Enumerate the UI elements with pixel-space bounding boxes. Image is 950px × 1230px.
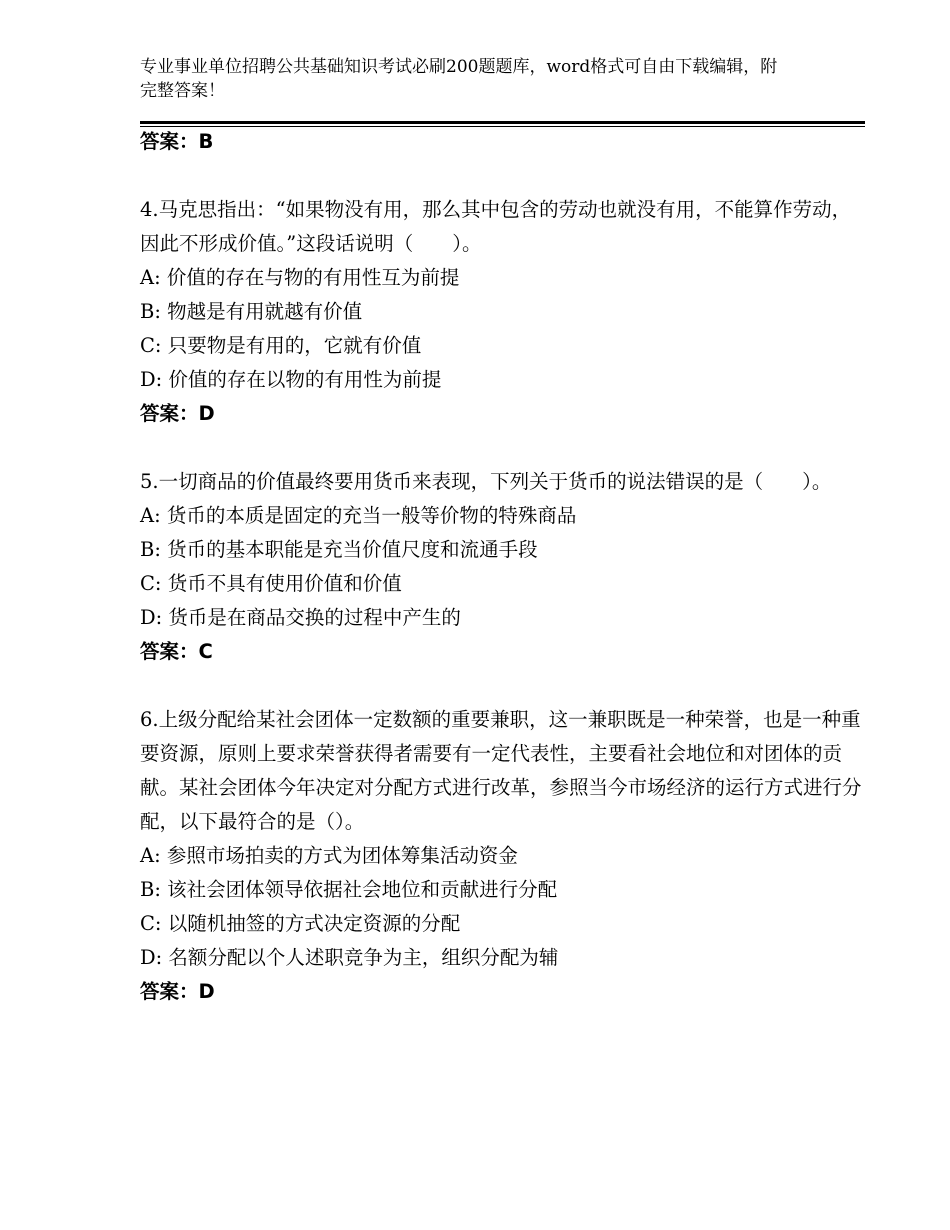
option-c: C: 货币不具有使用价值和价值 xyxy=(140,572,402,595)
question-4 xyxy=(140,193,865,431)
option-a: A: 参照市场拍卖的方式为团体筹集活动资金 xyxy=(140,844,518,867)
question-5 xyxy=(140,465,865,669)
answer: 答案：D xyxy=(140,980,215,1003)
question-content xyxy=(140,125,865,1009)
option-d: D: 货币是在商品交换的过程中产生的 xyxy=(140,606,461,629)
option-b: B: 该社会团体领导依据社会地位和贡献进行分配 xyxy=(140,878,558,901)
option-c: C: 以随机抽签的方式决定资源的分配 xyxy=(140,912,461,935)
header-rule-thick xyxy=(140,121,865,124)
question-stem: 4.马克思指出：“如果物没有用，那么其中包含的劳动也就没有用，不能算作劳动，因此不形成价值。”这段话说明（ ）。 xyxy=(140,198,852,255)
question-stem: 5.一切商品的价值最终要用货币来表现，下列关于货币的说法错误的是（ ）。 xyxy=(140,470,832,493)
answer: 答案：D xyxy=(140,402,215,425)
page-header: 专业事业单位招聘公共基础知识考试必刷200题题库，word格式可自由下载编辑，附完整答案！ xyxy=(140,57,778,101)
option-b: B: 物越是有用就越有价值 xyxy=(140,300,363,323)
option-c: C: 只要物是有用的，它就有价值 xyxy=(140,334,422,357)
option-d: D: 价值的存在以物的有用性为前提 xyxy=(140,368,442,391)
option-a: A: 货币的本质是固定的充当一般等价物的特殊商品 xyxy=(140,504,577,527)
answer: 答案：C xyxy=(140,640,213,663)
option-b: B: 货币的基本职能是充当价值尺度和流通手段 xyxy=(140,538,538,561)
question-stem: 6.上级分配给某社会团体一定数额的重要兼职，这一兼职既是一种荣誉，也是一种重要资源，原则上要求荣誉获得者需要有一定代表性，主要看社会地位和对团体的贡献。某社会团体今年决定对分配方式进行改革，参照当今市场经济的运行方式进行分配，以下最符合的是（）。 xyxy=(140,708,862,833)
question-6 xyxy=(140,703,865,1009)
answer-previous: 答案：B xyxy=(140,130,214,153)
option-d: D: 名额分配以个人述职竞争为主，组织分配为辅 xyxy=(140,946,559,969)
option-a: A: 价值的存在与物的有用性互为前提 xyxy=(140,266,460,289)
